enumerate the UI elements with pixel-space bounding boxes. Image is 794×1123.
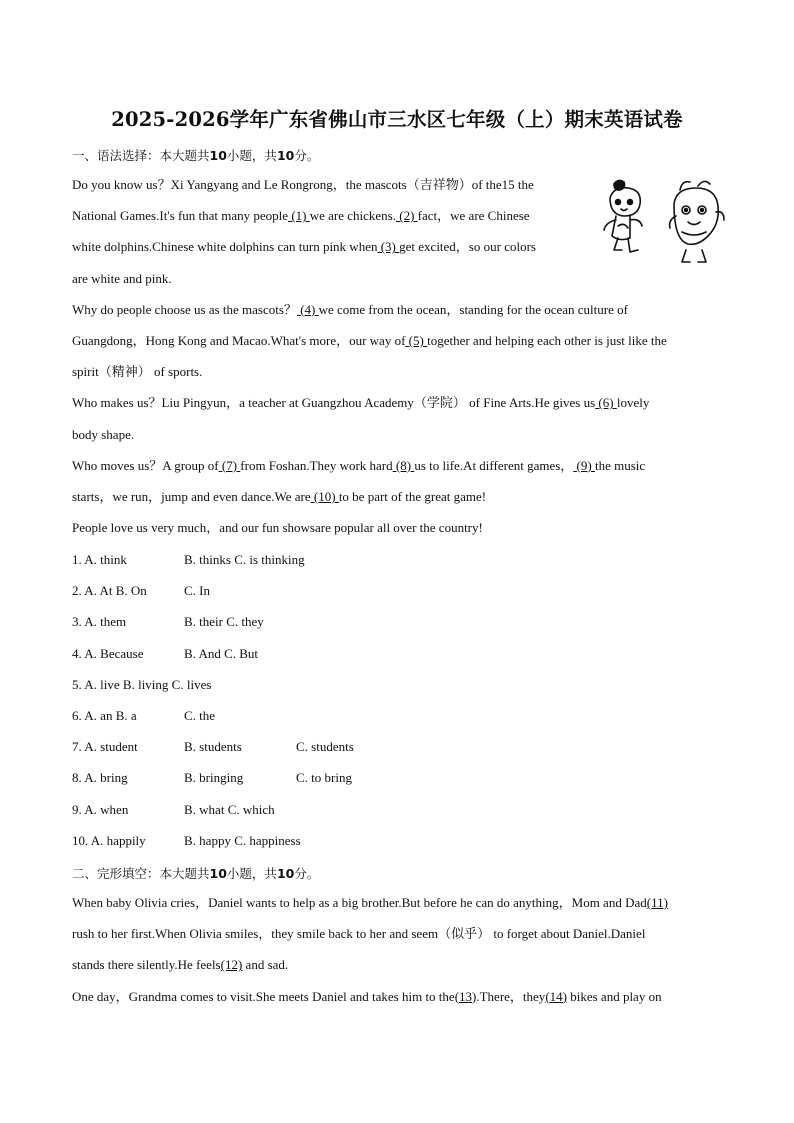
passage-text: bikes and play on	[566, 988, 662, 1004]
option-row	[72, 770, 472, 786]
blank-number: (12)	[220, 957, 243, 973]
option-choice: 7. A. student	[72, 739, 138, 755]
passage-text: we are chickens.	[309, 208, 396, 224]
option-row	[72, 614, 472, 630]
section-1-passage-line	[72, 239, 536, 255]
option-choice: 6. A. an B. a	[72, 708, 137, 723]
section-1-passage-line	[72, 458, 645, 474]
passage-text: get excited，so our colors	[399, 239, 536, 255]
option-choice: B. what C. which	[184, 801, 275, 817]
passage-text: fact，we are Chinese	[417, 208, 530, 224]
option-choice: B. their C. they	[184, 614, 264, 630]
section-1-passage-line	[72, 364, 202, 380]
passage-text: from Foshan.They work hard	[240, 457, 393, 473]
passage-text: Why do people choose us as the mascots？	[72, 301, 297, 317]
option-choice: B. thinks C. is thinking	[184, 552, 305, 567]
option-row	[72, 583, 472, 599]
section-1-passage-line	[72, 302, 628, 318]
passage-text: white dolphins.Chinese white dolphins can turn pink when	[72, 239, 378, 255]
blank-number: (7)	[218, 457, 241, 473]
passage-text: Do you know us？Xi Yangyang and Le Rongrong，the mascots（吉祥物）of the15 the	[72, 177, 534, 192]
section-2-passage-line	[72, 989, 662, 1005]
passage-text: Who makes us？Liu Pingyun，a teacher at Guangzhou Academy（学院） of Fine Arts.He gives us	[72, 395, 596, 411]
option-choice: 9. A. when	[72, 801, 129, 817]
blank-number: (3)	[377, 239, 400, 255]
option-choice: C. the	[184, 708, 216, 723]
passage-text: stands there silently.He feels	[72, 957, 221, 973]
option-row	[72, 646, 472, 662]
passage-text: starts，we run，jump and even dance.We are	[72, 489, 311, 504]
blank-number: (4)	[296, 301, 319, 317]
section-1-passage-line	[72, 333, 667, 349]
passage-text: Who moves us？A group of	[72, 457, 219, 473]
option-choice: 4. A. Because	[72, 645, 144, 661]
section-1-passage-line	[72, 395, 649, 411]
blank-number: (14)	[545, 988, 567, 1004]
passage-text: and sad.	[242, 957, 289, 973]
passage-text: us to life.At different games，	[414, 457, 574, 473]
option-choice: B. And C. But	[184, 645, 259, 661]
option-row	[72, 739, 472, 755]
section-1-passage-line	[72, 427, 134, 443]
option-row	[72, 552, 472, 568]
option-choice: B. students	[184, 739, 242, 755]
option-choice: B. bringing	[184, 770, 244, 786]
option-choice: C. to bring	[296, 770, 352, 786]
section-1-passage-line	[72, 271, 172, 287]
section-2-passage-line	[72, 895, 668, 911]
blank-number: (1)	[288, 208, 310, 224]
blank-number: (10)	[310, 489, 339, 504]
passage-text: When baby Olivia cries，Daniel wants to help as a big brother.But before he can do anything，Mom and Dad	[72, 895, 647, 910]
passage-text: .There，they	[476, 988, 546, 1004]
passage-text: the music	[594, 457, 646, 473]
blank-number: (8)	[392, 457, 415, 473]
section-1-passage-line	[72, 489, 486, 505]
section-1-passage-line	[72, 177, 534, 193]
option-choice: B. happy C. happiness	[184, 832, 301, 848]
option-row	[72, 708, 472, 724]
passage-text: to be part of the great game!	[338, 489, 487, 504]
option-row	[72, 677, 472, 693]
passage-text: are white and pink.	[72, 270, 172, 286]
section-2-passage-line	[72, 926, 645, 942]
passage-text: we come from the ocean，standing for the ocean culture of	[318, 301, 628, 317]
passage-text: Guangdong，Hong Kong and Macao.What's more，our way of	[72, 333, 406, 348]
blank-number: (2)	[396, 208, 418, 224]
section-2-passage-line	[72, 957, 288, 973]
passage-text: National Games.It's fun that many people	[72, 208, 289, 224]
option-row	[72, 833, 472, 849]
blank-number: (9)	[573, 457, 595, 473]
passage-text: One day，Grandma comes to visit.She meets Daniel and takes him to the	[72, 988, 455, 1004]
blank-number: (6)	[595, 395, 617, 411]
option-choice: 3. A. them	[72, 614, 127, 630]
option-choice: C. students	[296, 739, 354, 755]
section-2-heading: 二、完形填空：本大题共10小题，共10分。	[72, 866, 320, 881]
passage-text: People love us very much，and our fun showsare popular all over the country!	[72, 520, 483, 536]
passage-text: together and helping each other is just like the	[427, 333, 667, 348]
option-choice: 5. A. live B. living C. lives	[72, 676, 212, 692]
exam-title: 2025-2026学年广东省佛山市三水区七年级（上）期末英语试卷	[111, 108, 683, 131]
passage-text: rush to her first.When Olivia smiles，they smile back to her and seem（似乎） to forget about Daniel.Daniel	[72, 926, 646, 942]
section-1-heading: 一、语法选择：本大题共10小题，共10分。	[72, 148, 320, 163]
option-choice: 1. A. think	[72, 552, 127, 567]
passage-text: spirit（精神） of sports.	[72, 364, 203, 380]
blank-number: (11)	[646, 895, 668, 910]
passage-text: lovely	[616, 395, 650, 411]
option-choice: C. In	[184, 583, 210, 599]
mascots-illustration	[594, 176, 726, 272]
option-choice: 2. A. At B. On	[72, 583, 147, 599]
option-choice: 8. A. bring	[72, 770, 128, 786]
passage-text: body shape.	[72, 426, 135, 442]
section-1-passage-line	[72, 208, 530, 224]
blank-number: (5)	[405, 333, 428, 348]
blank-number: (13)	[454, 988, 477, 1004]
option-choice: 10. A. happily	[72, 832, 146, 848]
option-row	[72, 802, 472, 818]
section-1-passage-line	[72, 520, 483, 536]
